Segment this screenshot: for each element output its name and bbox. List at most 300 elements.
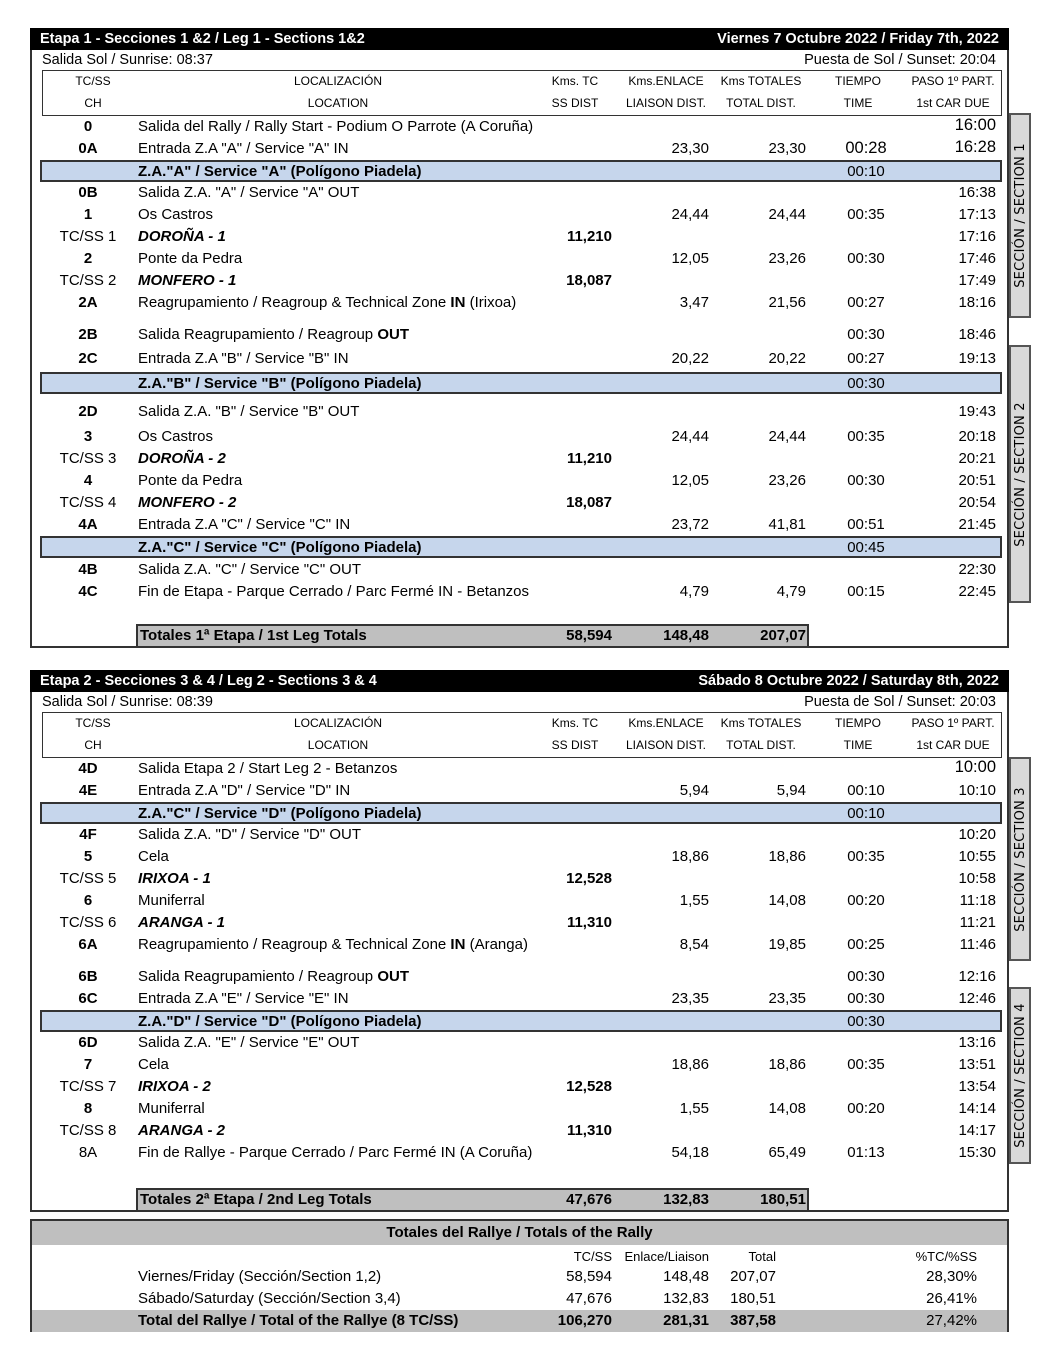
location-name: Muniferral [138, 892, 205, 909]
rally-totals-row-tcss: 47,676 [566, 1290, 612, 1307]
first-car-due: 10:10 [958, 782, 996, 799]
time-control-row [32, 846, 1007, 868]
ss-distance: 12,528 [566, 1078, 612, 1095]
leg-2-date: Sábado 8 Octubre 2022 / Saturday 8th, 2022 [698, 673, 999, 689]
rally-totals-row [32, 1266, 1007, 1288]
control-code: TC/SS 8 [59, 1122, 117, 1139]
time-control-row [32, 138, 1007, 160]
stage-name: DOROÑA - 2 [138, 450, 226, 467]
location-name: Ponte da Pedra [138, 472, 243, 489]
col-header-paso: PASO 1º PART. [911, 74, 995, 88]
first-car-due: 20:21 [958, 450, 996, 467]
target-time: 00:15 [847, 583, 885, 600]
rally-totals-title: Totales del Rallye / Totals of the Rally [32, 1221, 1007, 1245]
leg-1-sunrise: Salida Sol / Sunrise: 08:37 [42, 52, 213, 68]
target-time: 00:35 [847, 428, 885, 445]
first-car-due: 17:13 [958, 206, 996, 223]
first-car-due: 11:18 [959, 892, 996, 909]
special-stage-row [32, 868, 1007, 890]
control-code: 6 [83, 892, 93, 909]
section-2-label: SECCIÓN / SECTION 2 [1012, 401, 1028, 547]
time-control-row [32, 1032, 1007, 1054]
section-4-label: SECCIÓN / SECTION 4 [1012, 1003, 1028, 1148]
control-code: 4F [79, 826, 97, 843]
rally-totals-header-row [32, 1245, 1007, 1267]
control-code: 7 [83, 1056, 93, 1073]
target-time: 00:30 [847, 990, 885, 1007]
time-control-row [32, 890, 1007, 912]
col-header-1st-car-due: 1st CAR DUE [916, 738, 990, 752]
total-distance: 65,49 [768, 1144, 806, 1161]
col-header-ch: CH [84, 96, 102, 110]
location-name: Os Castros [138, 206, 214, 223]
location-emphasis: IN [450, 936, 466, 953]
first-car-due: 13:51 [958, 1056, 996, 1073]
time-control-row [32, 116, 1007, 138]
col-header-paso: PASO 1º PART. [911, 716, 995, 730]
first-car-due: 21:45 [958, 516, 996, 533]
first-car-due: 10:20 [958, 826, 996, 843]
first-car-due: 11:21 [959, 914, 996, 931]
total-distance: 23,35 [768, 990, 806, 1007]
control-code: TC/SS 5 [59, 870, 117, 887]
location-emphasis: IN [450, 294, 466, 311]
time-control-row [32, 1142, 1007, 1164]
control-code: 0B [78, 184, 98, 201]
special-stage-row [32, 912, 1007, 934]
col-header-location: LOCATION [307, 96, 369, 110]
target-time: 01:13 [847, 1144, 885, 1161]
control-code: 8A [78, 1144, 98, 1161]
target-time: 00:35 [847, 206, 885, 223]
control-code: 6A [78, 936, 98, 953]
rally-totals-row-liaison: 132,83 [663, 1290, 709, 1307]
special-stage-row [32, 270, 1007, 292]
leg-2-column-headers [42, 712, 1002, 758]
control-code: 2C [78, 350, 98, 367]
total-distance: 19,85 [768, 936, 806, 953]
rally-totals-row-liaison: 148,48 [663, 1268, 709, 1285]
special-stage-row [32, 226, 1007, 248]
special-stage-row [32, 492, 1007, 514]
service-park-row [40, 536, 1002, 558]
time-control-row [32, 292, 1007, 314]
control-code: 4A [78, 516, 98, 533]
time-control-row [32, 348, 1007, 370]
control-code: 0 [83, 118, 93, 135]
time-control-row [32, 758, 1007, 780]
first-car-due: 11:46 [959, 936, 996, 953]
liaison-distance: 3,47 [679, 294, 709, 311]
col-header-kms-enlace: Kms.ENLACE [628, 74, 704, 88]
location-name: Cela [138, 848, 169, 865]
ss-distance: 11,210 [566, 228, 612, 245]
location-name: Salida Z.A. "C" / Service "C" OUT [138, 561, 362, 578]
col-header-kms-totales: Kms TOTALES [720, 716, 802, 730]
total-distance: 5,94 [776, 782, 806, 799]
col-header-ss-dist: SS DIST [551, 96, 599, 110]
section-3-label: SECCIÓN / SECTION 3 [1012, 786, 1028, 932]
rally-grand-total-tcss: 106,270 [557, 1312, 612, 1329]
stage-name: IRIXOA - 2 [138, 1078, 211, 1095]
liaison-distance: 1,55 [679, 892, 709, 909]
target-time: 00:10 [847, 782, 885, 799]
rally-totals-header-pct: %TC/%SS [915, 1249, 977, 1264]
time-control-row [32, 1098, 1007, 1120]
col-header-tcss: TC/SS [75, 716, 111, 730]
target-time: 00:51 [847, 516, 885, 533]
first-car-due: 10:00 [954, 758, 996, 776]
first-car-due: 13:54 [958, 1078, 996, 1095]
location-name: Salida Z.A. "B" / Service "B" OUT [138, 403, 360, 420]
leg-2-sun-row [32, 692, 1007, 712]
ss-distance: 11,310 [566, 1122, 612, 1139]
rally-totals-row-label: Sábado/Saturday (Sección/Section 3,4) [138, 1290, 401, 1307]
control-code: TC/SS 7 [59, 1078, 117, 1095]
leg-2-title-bar [30, 670, 1009, 692]
target-time: 00:20 [847, 1100, 885, 1117]
first-car-due: 17:46 [958, 250, 996, 267]
location-name: Salida del Rally / Rally Start - Podium O Parrote (A Coruña) [138, 118, 534, 135]
target-time: 00:30 [847, 326, 885, 343]
location-name: Os Castros [138, 428, 214, 445]
liaison-distance: 5,94 [679, 782, 709, 799]
time-control-row [32, 559, 1007, 581]
rally-totals-row-pct: 26,41% [926, 1290, 977, 1307]
control-code: 2D [78, 403, 98, 420]
leg-1-body [30, 50, 1009, 648]
location-name: Fin de Etapa - Parque Cerrado / Parc Fermé IN - Betanzos [138, 583, 530, 600]
leg-1-table [30, 28, 1009, 648]
section-3-tab [1009, 757, 1031, 961]
control-code: 4 [83, 472, 93, 489]
first-car-due: 20:18 [958, 428, 996, 445]
control-code: 3 [83, 428, 93, 445]
first-car-due: 14:14 [958, 1100, 996, 1117]
control-code: 8 [83, 1100, 93, 1117]
service-park-row [40, 802, 1002, 824]
col-header-time: TIME [843, 96, 873, 110]
time-control-row [32, 581, 1007, 603]
first-car-due: 16:00 [954, 116, 996, 134]
location-name: Entrada Z.A "D" / Service "D" IN [138, 782, 351, 799]
special-stage-row [32, 448, 1007, 470]
section-4-tab [1009, 987, 1031, 1164]
leg-2-totals-bar [136, 1188, 809, 1210]
time-control-row [32, 514, 1007, 536]
total-distance: 14,08 [768, 1100, 806, 1117]
leg-1-title: Etapa 1 - Secciones 1 &2 / Leg 1 - Sections 1&2 [40, 31, 365, 47]
control-code: 4B [78, 561, 98, 578]
total-distance: 4,79 [776, 583, 806, 600]
target-time: 00:27 [847, 294, 885, 311]
leg-2-sunrise: Salida Sol / Sunrise: 08:39 [42, 694, 213, 710]
first-car-due: 17:16 [958, 228, 996, 245]
col-header-total-dist: TOTAL DIST. [726, 738, 796, 752]
first-car-due: 10:55 [958, 848, 996, 865]
control-code: TC/SS 3 [59, 450, 117, 467]
leg-1-totals-total: 207,07 [760, 627, 806, 644]
total-distance: 18,86 [768, 848, 806, 865]
service-park-time: 00:30 [847, 1013, 885, 1030]
target-time: 00:35 [847, 848, 885, 865]
stage-name: MONFERO - 2 [138, 494, 237, 511]
target-time: 00:20 [847, 892, 885, 909]
leg-1-totals-kms: 58,594 [566, 627, 612, 644]
col-header-location: LOCATION [307, 738, 369, 752]
leg-2-totals-total: 180,51 [760, 1191, 806, 1208]
service-park-label: Z.A."C" / Service "C" (Polígono Piadela) [138, 539, 422, 556]
col-header-liaison-dist: LIAISON DIST. [625, 96, 707, 110]
liaison-distance: 4,79 [679, 583, 709, 600]
control-code: 2 [83, 250, 93, 267]
liaison-distance: 23,35 [671, 990, 709, 1007]
leg-1-date: Viernes 7 Octubre 2022 / Friday 7th, 2022 [717, 31, 999, 47]
col-header-localizacion: LOCALIZACIÓN [293, 716, 383, 730]
location-name: Reagrupamiento / Reagroup & Technical Zone IN (Aranga) [138, 936, 528, 953]
leg-1-totals-label: Totales 1ª Etapa / 1st Leg Totals [140, 627, 367, 644]
rally-totals-row [32, 1288, 1007, 1310]
col-header-ss-dist: SS DIST [551, 738, 599, 752]
ss-distance: 18,087 [566, 272, 612, 289]
control-code: 1 [83, 206, 93, 223]
time-control-row [32, 988, 1007, 1010]
time-control-row [32, 934, 1007, 956]
rally-grand-total-pct: 27,42% [926, 1312, 977, 1329]
target-time: 00:28 [845, 139, 887, 157]
stage-name: IRIXOA - 1 [138, 870, 211, 887]
liaison-distance: 8,54 [679, 936, 709, 953]
location-name: Ponte da Pedra [138, 250, 243, 267]
target-time: 00:27 [847, 350, 885, 367]
control-code: 2A [78, 294, 98, 311]
rally-totals-row-label: Viernes/Friday (Sección/Section 1,2) [138, 1268, 382, 1285]
location-name: Muniferral [138, 1100, 205, 1117]
control-code: 4C [78, 583, 98, 600]
first-car-due: 10:58 [958, 870, 996, 887]
col-header-ch: CH [84, 738, 102, 752]
first-car-due: 13:16 [958, 1034, 996, 1051]
ss-distance: 11,210 [566, 450, 612, 467]
leg-2-body [30, 692, 1009, 1212]
first-car-due: 14:17 [958, 1122, 996, 1139]
time-control-row [32, 204, 1007, 226]
leg-1-totals-liaison: 148,48 [663, 627, 709, 644]
col-header-kms-totales: Kms TOTALES [720, 74, 802, 88]
leg-2-totals-liaison: 132,83 [663, 1191, 709, 1208]
stage-name: ARANGA - 1 [138, 914, 225, 931]
rally-totals-header-total: Total [748, 1249, 776, 1264]
target-time: 00:30 [847, 968, 885, 985]
location-emphasis: OUT [377, 326, 409, 343]
first-car-due: 12:16 [958, 968, 996, 985]
location-name: Cela [138, 1056, 169, 1073]
control-code: 5 [83, 848, 93, 865]
control-code: TC/SS 6 [59, 914, 117, 931]
total-distance: 20,22 [768, 350, 806, 367]
ss-distance: 18,087 [566, 494, 612, 511]
location-name: Entrada Z.A "A" / Service "A" IN [138, 140, 349, 157]
first-car-due: 20:51 [958, 472, 996, 489]
special-stage-row [32, 1076, 1007, 1098]
location-name: Salida Etapa 2 / Start Leg 2 - Betanzos [138, 760, 398, 777]
liaison-distance: 24,44 [671, 428, 709, 445]
liaison-distance: 20,22 [671, 350, 709, 367]
liaison-distance: 23,30 [671, 140, 709, 157]
service-park-row [40, 160, 1002, 182]
control-code: 4D [78, 760, 98, 777]
leg-1-sunset: Puesta de Sol / Sunset: 20:04 [804, 52, 996, 68]
rally-grand-total-total: 387,58 [730, 1312, 776, 1329]
control-code: TC/SS 4 [59, 494, 117, 511]
time-control-row [32, 248, 1007, 270]
total-distance: 18,86 [768, 1056, 806, 1073]
leg-1-column-headers [42, 70, 1002, 116]
rally-totals-header-tcss: TC/SS [573, 1249, 612, 1264]
time-control-row [32, 780, 1007, 802]
total-distance: 14,08 [768, 892, 806, 909]
liaison-distance: 54,18 [671, 1144, 709, 1161]
time-control-row [32, 401, 1007, 423]
col-header-tiempo: TIEMPO [834, 74, 881, 88]
leg-2-table [30, 670, 1009, 1212]
location-name: Salida Z.A. "D" / Service "D" OUT [138, 826, 362, 843]
liaison-distance: 12,05 [671, 472, 709, 489]
rally-totals-row-total: 180,51 [730, 1290, 776, 1307]
liaison-distance: 1,55 [679, 1100, 709, 1117]
leg-1-totals-bar [136, 624, 809, 646]
section-1-label: SECCIÓN / SECTION 1 [1012, 143, 1028, 288]
location-emphasis: OUT [377, 968, 409, 985]
rally-grand-total-row [32, 1310, 1007, 1332]
location-name: Salida Reagrupamiento / Reagroup OUT [138, 326, 409, 343]
service-park-time: 00:45 [847, 539, 885, 556]
service-park-time: 00:10 [847, 805, 885, 822]
first-car-due: 20:54 [958, 494, 996, 511]
time-control-row [32, 426, 1007, 448]
time-control-row [32, 966, 1007, 988]
total-distance: 23,26 [768, 472, 806, 489]
location-name: Salida Z.A. "E" / Service "E" OUT [138, 1034, 360, 1051]
col-header-tiempo: TIEMPO [834, 716, 881, 730]
total-distance: 23,26 [768, 250, 806, 267]
liaison-distance: 23,72 [671, 516, 709, 533]
rally-totals-row-tcss: 58,594 [566, 1268, 612, 1285]
location-name: Entrada Z.A "C" / Service "C" IN [138, 516, 351, 533]
first-car-due: 17:49 [958, 272, 996, 289]
col-header-1st-car-due: 1st CAR DUE [916, 96, 990, 110]
rally-grand-total-liaison: 281,31 [663, 1312, 709, 1329]
first-car-due: 19:13 [958, 350, 996, 367]
stage-name: DOROÑA - 1 [138, 228, 226, 245]
target-time: 00:25 [847, 936, 885, 953]
time-control-row [32, 1054, 1007, 1076]
location-name: Salida Reagrupamiento / Reagroup OUT [138, 968, 409, 985]
target-time: 00:30 [847, 250, 885, 267]
ss-distance: 11,310 [566, 914, 612, 931]
stage-name: ARANGA - 2 [138, 1122, 225, 1139]
time-control-row [32, 324, 1007, 346]
first-car-due: 22:45 [958, 583, 996, 600]
total-distance: 24,44 [768, 206, 806, 223]
first-car-due: 16:28 [954, 138, 996, 156]
leg-2-sunset: Puesta de Sol / Sunset: 20:03 [804, 694, 996, 710]
service-park-label: Z.A."D" / Service "D" (Polígono Piadela) [138, 1013, 422, 1030]
control-code: 4E [78, 782, 98, 799]
rally-totals-row-pct: 28,30% [926, 1268, 977, 1285]
special-stage-row [32, 1120, 1007, 1142]
time-control-row [32, 824, 1007, 846]
col-header-localizacion: LOCALIZACIÓN [293, 74, 383, 88]
total-distance: 41,81 [768, 516, 806, 533]
liaison-distance: 18,86 [671, 848, 709, 865]
first-car-due: 12:46 [958, 990, 996, 1007]
total-distance: 24,44 [768, 428, 806, 445]
first-car-due: 15:30 [958, 1144, 996, 1161]
location-name: Salida Z.A. "A" / Service "A" OUT [138, 184, 360, 201]
first-car-due: 16:38 [958, 184, 996, 201]
control-code: 6C [78, 990, 98, 1007]
time-control-row [32, 182, 1007, 204]
control-code: 6B [78, 968, 98, 985]
col-header-liaison-dist: LIAISON DIST. [625, 738, 707, 752]
service-park-label: Z.A."A" / Service "A" (Polígono Piadela) [138, 163, 422, 180]
col-header-kms-tc: Kms. TC [551, 716, 599, 730]
col-header-time: TIME [843, 738, 873, 752]
location-name: Entrada Z.A "E" / Service "E" IN [138, 990, 349, 1007]
rally-totals-row-total: 207,07 [730, 1268, 776, 1285]
control-code: 2B [78, 326, 98, 343]
section-1-tab [1009, 113, 1031, 318]
location-name: Reagrupamiento / Reagroup & Technical Zone IN (Irixoa) [138, 294, 517, 311]
control-code: TC/SS 1 [59, 228, 117, 245]
stage-name: MONFERO - 1 [138, 272, 237, 289]
location-name: Entrada Z.A "B" / Service "B" IN [138, 350, 349, 367]
service-park-label: Z.A."B" / Service "B" (Polígono Piadela) [138, 375, 422, 392]
first-car-due: 22:30 [958, 561, 996, 578]
col-header-kms-tc: Kms. TC [551, 74, 599, 88]
leg-1-sun-row [32, 50, 1007, 70]
rally-grand-total-label: Total del Rallye / Total of the Rallye (8 TC/SS) [138, 1312, 459, 1329]
liaison-distance: 18,86 [671, 1056, 709, 1073]
ss-distance: 12,528 [566, 870, 612, 887]
leg-2-title: Etapa 2 - Secciones 3 & 4 / Leg 2 - Sections 3 & 4 [40, 673, 377, 689]
col-header-tcss: TC/SS [75, 74, 111, 88]
col-header-total-dist: TOTAL DIST. [726, 96, 796, 110]
liaison-distance: 12,05 [671, 250, 709, 267]
leg-1-title-bar [30, 28, 1009, 50]
rally-totals-table [30, 1219, 1009, 1332]
first-car-due: 18:16 [958, 294, 996, 311]
control-code: TC/SS 2 [59, 272, 117, 289]
control-code: 0A [78, 140, 98, 157]
service-park-row [40, 1010, 1002, 1032]
rally-totals-header-liaison: Enlace/Liaison [624, 1249, 709, 1264]
service-park-time: 00:10 [847, 163, 885, 180]
liaison-distance: 24,44 [671, 206, 709, 223]
col-header-kms-enlace: Kms.ENLACE [628, 716, 704, 730]
service-park-label: Z.A."C" / Service "D" (Polígono Piadela) [138, 805, 422, 822]
control-code: 6D [78, 1034, 98, 1051]
location-name: Fin de Rallye - Parque Cerrado / Parc Fermé IN (A Coruña) [138, 1144, 533, 1161]
section-2-tab [1009, 345, 1031, 603]
leg-2-totals-kms: 47,676 [566, 1191, 612, 1208]
target-time: 00:35 [847, 1056, 885, 1073]
total-distance: 21,56 [768, 294, 806, 311]
first-car-due: 18:46 [958, 326, 996, 343]
leg-2-totals-label: Totales 2ª Etapa / 2nd Leg Totals [140, 1191, 372, 1208]
time-control-row [32, 470, 1007, 492]
